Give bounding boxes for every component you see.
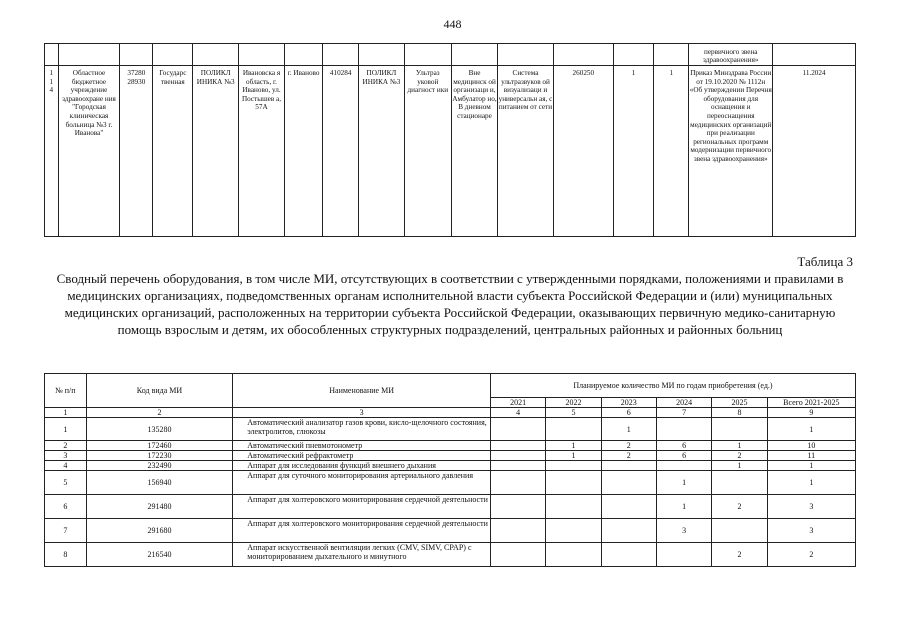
table-row: [45, 66, 856, 237]
header-total: Всего 2021-2025: [767, 398, 855, 408]
table-row: [45, 418, 856, 441]
continuation-table: [44, 43, 856, 237]
qty-2021: [490, 519, 545, 543]
profile: Ультраз уковой диагност ики: [404, 66, 451, 237]
qty-2021: [490, 451, 545, 461]
row-number: 4: [45, 461, 87, 471]
header-year: 2023: [601, 398, 656, 408]
qty-2021: [490, 495, 545, 519]
qty-2022: [546, 495, 601, 519]
header-year: 2021: [490, 398, 545, 408]
qty-2023: 2: [601, 451, 656, 461]
table-row: [45, 441, 856, 451]
table-caption-number: Таблица 3: [797, 254, 853, 269]
qty-2025: [712, 418, 767, 441]
qty-2024: [656, 418, 711, 441]
qty-2025: 2: [712, 451, 767, 461]
qty-total: 3: [767, 495, 855, 519]
qty-2024: [656, 543, 711, 567]
qty-2023: 2: [601, 441, 656, 451]
table-row: [45, 461, 856, 471]
qty-2024: 1: [656, 471, 711, 495]
qty-2023: [601, 543, 656, 567]
address: Ивановска я область, г. Иваново, ул. Постышев а, 57А: [239, 66, 285, 237]
page-number: 448: [443, 17, 462, 31]
col-number: 3: [233, 408, 491, 418]
org-name: Областное бюджетное учреждение здравоохране ния "Городская клиническая больница №3 г. Иванова": [58, 66, 120, 237]
header-name: Наименование МИ: [233, 374, 491, 408]
table-caption: Сводный перечень оборудования, в том числе МИ, отсутствующих в соответствии с утвержденными порядками, положениями и правилами в медицинских организациях, подведомственных органам исполнительной власти субъекта Российской Федерации и (или) муниципальных медицинских организаций, расположенных на территории субъекта Российской Федерации, оказывающих первичную медико-санитарную помощь взрослым и детям, их обособленных структурных подразделений, центральных районных и районных больниц: [56, 271, 844, 337]
table-row: [45, 451, 856, 461]
mi-code: 172230: [86, 451, 233, 461]
qty-total: 10: [767, 441, 855, 451]
qty-2021: [490, 418, 545, 441]
col-number: 8: [712, 408, 767, 418]
col-number: 6: [601, 408, 656, 418]
qty-2025: [712, 471, 767, 495]
mi-name: Аппарат для исследования функций внешнего дыхания: [233, 461, 491, 471]
table-row: [45, 471, 856, 495]
mi-name: Аппарат для холтеровского мониторирования сердечной деятельности: [233, 519, 491, 543]
qty-total: 11: [767, 451, 855, 461]
qty-2021: [490, 543, 545, 567]
order-fragment: первичного звена здравоохранения»: [689, 44, 773, 66]
mi-code: 216540: [86, 543, 233, 567]
qty-2021: [490, 471, 545, 495]
qty-total: 1: [767, 461, 855, 471]
mi-name: Автоматический анализатор газов крови, кисло-щелочного состояния, электролитов, глюкозы: [233, 418, 491, 441]
table-row: [45, 519, 856, 543]
qty-2025: [712, 519, 767, 543]
header-year: 2022: [546, 398, 601, 408]
city: г. Иваново: [284, 66, 322, 237]
qty-2024: 6: [656, 451, 711, 461]
mi-code: 156940: [86, 471, 233, 495]
col-number: 7: [656, 408, 711, 418]
mi-code: 291480: [86, 495, 233, 519]
qty-2024: 1: [656, 495, 711, 519]
quantity-2: 1: [654, 66, 689, 237]
ogrn: 37280 28930: [120, 66, 153, 237]
qty-2022: [546, 418, 601, 441]
row-number: 5: [45, 471, 87, 495]
qty-2025: 2: [712, 543, 767, 567]
header-num: № п/п: [45, 374, 87, 408]
header-year: 2024: [656, 398, 711, 408]
col-number: 2: [86, 408, 233, 418]
col-number: 1: [45, 408, 87, 418]
qty-2024: 6: [656, 441, 711, 451]
qty-2022: [546, 461, 601, 471]
header-year: 2025: [712, 398, 767, 408]
unit-name-2: ПОЛИКЛ ИНИКА №3: [359, 66, 405, 237]
mi-code: 172460: [86, 441, 233, 451]
mi-name: Аппарат для суточного мониторирования артериального давления: [233, 471, 491, 495]
mi-name: Аппарат для холтеровского мониторирования сердечной деятельности: [233, 495, 491, 519]
row-number: 8: [45, 543, 87, 567]
header-code: Код вида МИ: [86, 374, 233, 408]
table-row: [45, 543, 856, 567]
mi-name: Аппарат искусственной вентиляции легких (CMV, SIMV, CPAP) с мониторированием дыхательного и минутного: [233, 543, 491, 567]
mi-code: 135280: [86, 418, 233, 441]
qty-2022: [546, 543, 601, 567]
quantity-1: 1: [613, 66, 653, 237]
qty-2023: 1: [601, 418, 656, 441]
qty-2025: 2: [712, 495, 767, 519]
qty-total: 1: [767, 418, 855, 441]
unit-code: 410284: [323, 66, 359, 237]
mi-code: 291680: [86, 519, 233, 543]
org-type: Государс твенная: [153, 66, 193, 237]
qty-2025: 1: [712, 461, 767, 471]
table-row: [45, 44, 856, 66]
qty-2024: 3: [656, 519, 711, 543]
condition: Вне медицинск ой организаци и, Амбулатор но, В дневном стационаре: [451, 66, 497, 237]
qty-2023: [601, 461, 656, 471]
date: 11.2024: [773, 66, 856, 237]
header-planned: Планируемое количество МИ по годам приобретения (ед.): [490, 374, 855, 398]
equipment-summary-table: [44, 373, 856, 567]
mi-name: Автоматический рефрактометр: [233, 451, 491, 461]
table-row: [45, 495, 856, 519]
qty-total: 3: [767, 519, 855, 543]
qty-2025: 1: [712, 441, 767, 451]
row-number: 1 1 4: [45, 66, 59, 237]
mi-name: Автоматический пневмотонометр: [233, 441, 491, 451]
unit-name: ПОЛИКЛ ИНИКА №3: [193, 66, 239, 237]
equipment-code: 260250: [553, 66, 613, 237]
row-number: 3: [45, 451, 87, 461]
col-number: 5: [546, 408, 601, 418]
row-number: 6: [45, 495, 87, 519]
equipment: Система ультразвуков ой визуализаци и универсальн ая, с питанием от сети: [498, 66, 554, 237]
qty-2021: [490, 461, 545, 471]
row-number: 2: [45, 441, 87, 451]
qty-2021: [490, 441, 545, 451]
qty-2023: [601, 471, 656, 495]
qty-2022: 1: [546, 451, 601, 461]
qty-2023: [601, 495, 656, 519]
col-number: 4: [490, 408, 545, 418]
qty-2022: [546, 471, 601, 495]
qty-2023: [601, 519, 656, 543]
col-number: 9: [767, 408, 855, 418]
row-number: 7: [45, 519, 87, 543]
row-number: 1: [45, 418, 87, 441]
qty-total: 1: [767, 471, 855, 495]
qty-2024: [656, 461, 711, 471]
qty-2022: [546, 519, 601, 543]
qty-total: 2: [767, 543, 855, 567]
qty-2022: 1: [546, 441, 601, 451]
mi-code: 232490: [86, 461, 233, 471]
order: Приказ Минздрава России от 19.10.2020 № 1112н «Об утверждении Перечня оборудования для оснащения и переоснащения медицинских организаций при реализации региональных программ модернизации первичного звена здравоохранения»: [689, 66, 773, 237]
